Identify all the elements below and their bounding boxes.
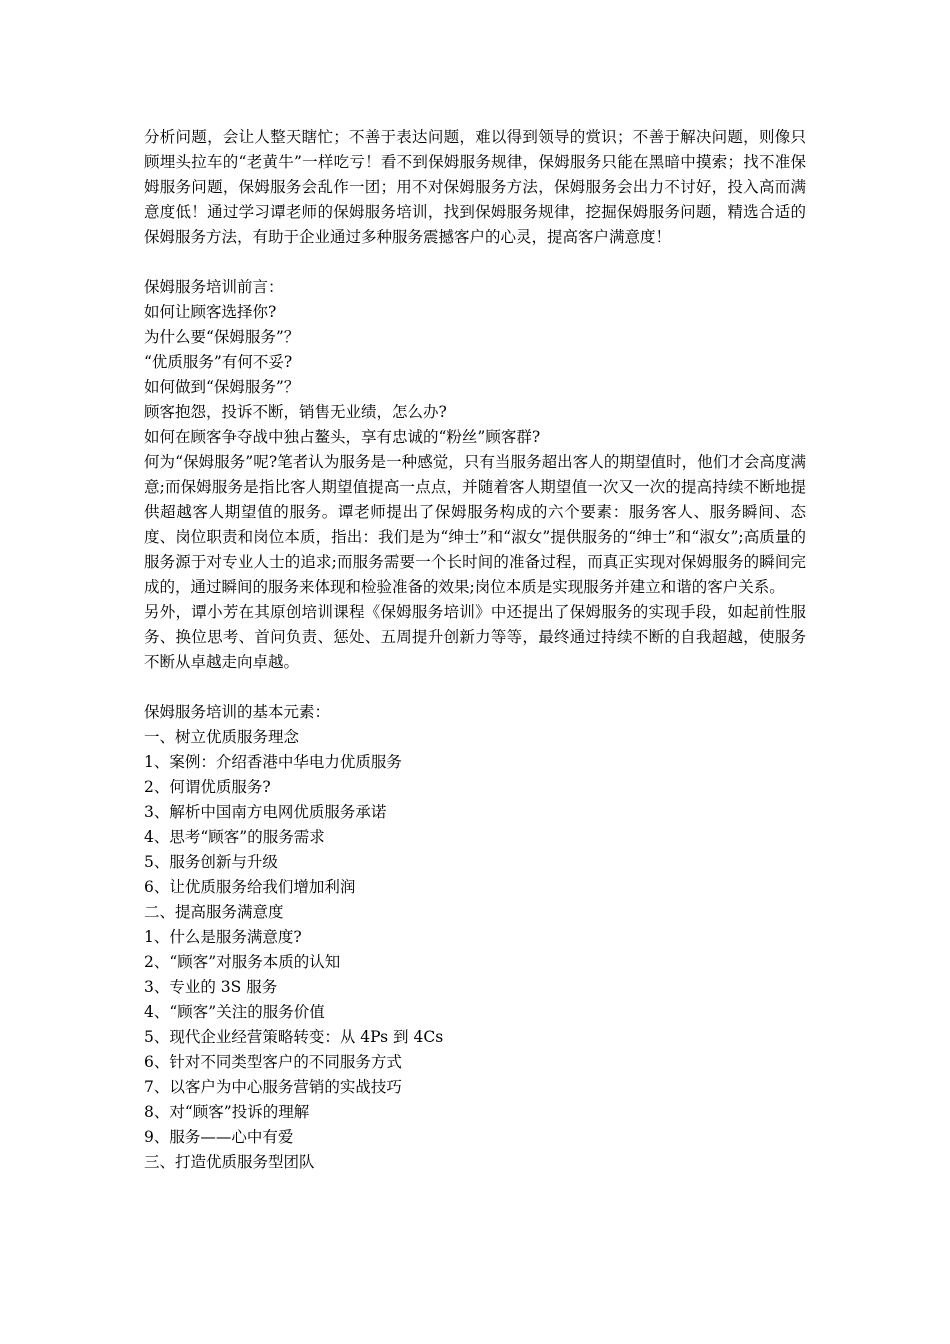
document-page — [144, 125, 806, 1175]
list-item: 6、让优质服务给我们增加利润 — [144, 878, 356, 896]
list-item: 3、专业的 3S 服务 — [144, 978, 278, 996]
elements-heading: 保姆服务培训的基本元素： — [144, 703, 331, 721]
list-item: 8、对“顾客”投诉的理解 — [144, 1103, 310, 1121]
blank-line — [144, 250, 806, 275]
section-title: 一、树立优质服务理念 — [144, 728, 300, 746]
list-item: 1、案例：介绍香港中华电力优质服务 — [144, 753, 402, 771]
preface-question: 为什么要“保姆服务”？ — [144, 328, 300, 346]
preface-question: 如何做到“保姆服务”？ — [144, 378, 300, 396]
intro-paragraph: 分析问题，会让人整天瞎忙；不善于表达问题，难以得到领导的赏识；不善于解决问题，则像只顾埋头拉车的“老黄牛”一样吃亏！看不到保姆服务规律，保姆服务只能在黑暗中摸索；找不准保姆服务问题，保姆服务会乱作一团；用不对保姆服务方法，保姆服务会出力不讨好，投入高而满意度低！通过学习谭老师的保姆服务培训，找到保姆服务规律，挖掘保姆服务问题，精选合适的保姆服务方法，有助于企业通过多种服务震撼客户的心灵，提高客户满意度！ — [144, 128, 806, 246]
list-item: 2、何谓优质服务? — [144, 778, 271, 796]
list-item: 6、针对不同类型客户的不同服务方式 — [144, 1053, 402, 1071]
preface-question: “优质服务”有何不妥? — [144, 353, 293, 371]
list-item: 2、“顾客”对服务本质的认知 — [144, 953, 341, 971]
list-item: 5、现代企业经营策略转变：从 4Ps 到 4Cs — [144, 1028, 444, 1046]
list-item: 1、什么是服务满意度? — [144, 928, 302, 946]
list-item: 9、服务——心中有爱 — [144, 1128, 294, 1146]
preface-question: 如何让顾客选择你? — [144, 303, 277, 321]
list-item: 3、解析中国南方电网优质服务承诺 — [144, 803, 387, 821]
section-title: 二、提高服务满意度 — [144, 903, 284, 921]
preface-heading: 保姆服务培训前言： — [144, 278, 284, 296]
preface-paragraph-definition: 何为“保姆服务”呢?笔者认为服务是一种感觉，只有当服务超出客人的期望值时，他们才会高度满意;而保姆服务是指比客人期望值提高一点点，并随着客人期望值一次又一次的提高持续不断地提供超越客人期望值的服务。谭老师提出了保姆服务构成的六个要素：服务客人、服务瞬间、态度、岗位职责和岗位本质，指出：我们是为“绅士”和“淑女”提供服务的“绅士”和“淑女”;高质量的服务源于对专业人士的追求;而服务需要一个长时间的准备过程，而真正实现对保姆服务的瞬间完成的，通过瞬间的服务来体现和检验准备的效果;岗位本质是实现服务并建立和谐的客户关系。 — [144, 453, 806, 596]
section-title: 三、打造优质服务型团队 — [144, 1153, 315, 1171]
list-item: 4、“顾客”关注的服务价值 — [144, 1003, 325, 1021]
list-item: 5、服务创新与升级 — [144, 853, 278, 871]
blank-line — [144, 675, 806, 700]
preface-question: 如何在顾客争夺战中独占鳌头，享有忠诚的“粉丝”顾客群? — [144, 428, 541, 446]
preface-paragraph-means: 另外，谭小芳在其原创培训课程《保姆服务培训》中还提出了保姆服务的实现手段，如起前性服务、换位思考、首问负责、惩处、五周提升创新力等等，最终通过持续不断的自我超越，使服务不断从卓越走向卓越。 — [144, 603, 806, 671]
list-item: 4、思考“顾客”的服务需求 — [144, 828, 325, 846]
preface-question: 顾客抱怨，投诉不断，销售无业绩，怎么办? — [144, 403, 447, 421]
list-item: 7、以客户为中心服务营销的实战技巧 — [144, 1078, 402, 1096]
